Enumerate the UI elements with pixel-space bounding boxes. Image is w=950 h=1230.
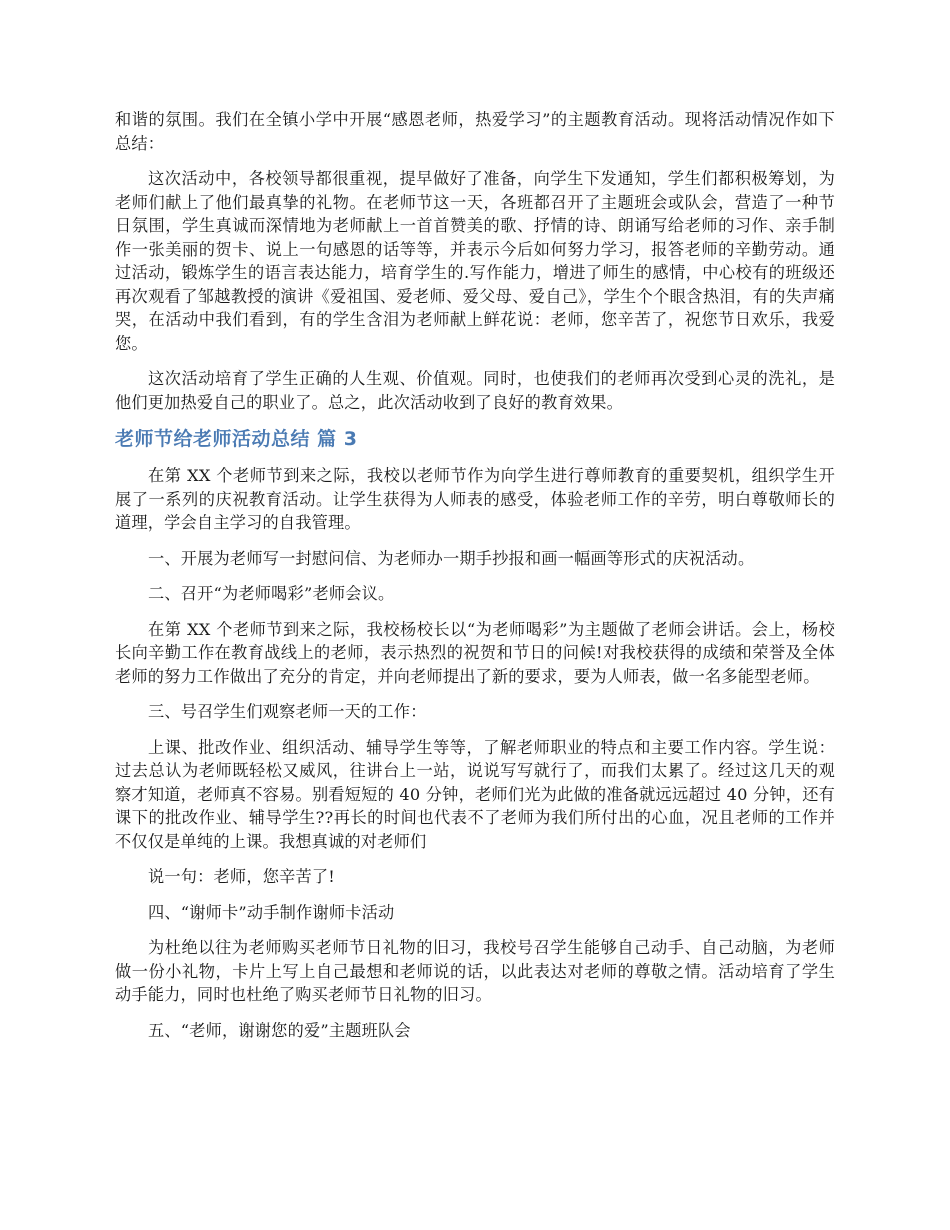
section-heading: 老师节给老师活动总结 篇 3	[115, 428, 358, 450]
paragraph-activity-summary: 这次活动中，各校领导都很重视，提早做好了准备，向学生下发通知，学生们都积极筹划，为老师们献上了他们最真挚的礼物。在老师节这一天，各班都召开了主题班会或队会，营造了一种节日氛围，学生真诚而深情地为老师献上一首首赞美的歌、抒情的诗、朗诵写给老师的习作、亲手制作一张美丽的贺卡、说上一句感恩的话等等，并表示今后如何努力学习，报答老师的辛勤劳动。通过活动，锻炼学生的语言表达能力，培育学生的.写作能力，增进了师生的感情，中心校有的班级还再次观看了邹越教授的演讲《爱祖国、爱老师、爱父母、爱自己》，学生个个眼含热泪，有的失声痛哭，在活动中我们看到，有的学生含泪为老师献上鲜花说：老师，您辛苦了，祝您节日欢乐，我爱您。	[115, 169, 835, 353]
list-item-four: 四、“谢师卡”动手制作谢师卡活动	[148, 902, 395, 922]
list-item-one: 一、开展为老师写一封慰问信、为老师办一期手抄报和画一幅画等形式的庆祝活动。	[148, 548, 755, 568]
list-item-two: 二、召开“为老师喝彩”老师会议。	[148, 584, 395, 603]
paragraph-principal-speech: 在第 XX 个老师节到来之际，我校杨校长以“为老师喝彩”为主题做了老师会讲话。会上，杨校长向辛勤工作在教育战线上的老师，表示热烈的祝贺和节日的问候!对我校获得的成绩和荣誉及全体老师的努力工作做出了充分的肯定，并向老师提出了新的要求，要为人师表，做一名多能型老师。	[115, 619, 835, 686]
paragraph-observation: 上课、批改作业、组织活动、辅导学生等等，了解老师职业的特点和主要工作内容。学生说：过去总认为老师既轻松又威风，往讲台上一站，说说写写就行了，而我们太累了。经过这几天的观察才知道，老师真不容易。别看短短的 40 分钟，老师们光为此做的准备就远远超过 40 分钟，还有课下的批改作业、辅导学生??再长的时间也代表不了老师为我们所付出的心血，况且老师的工作并不仅仅是单纯的上课。我想真诚的对老师们	[115, 737, 835, 851]
paragraph-gift-card: 为杜绝以往为老师购买老师节日礼物的旧习，我校号召学生能够自己动手、自己动脑，为老师做一份小礼物，卡片上写上自己最想和老师说的话，以此表达对老师的尊敬之情。活动培育了学生动手能力，同时也杜绝了购买老师节日礼物的旧习。	[115, 938, 835, 1004]
paragraph-thanks-line: 说一句：老师，您辛苦了!	[148, 867, 335, 886]
list-item-three: 三、号召学生们观察老师一天的工作：	[148, 702, 427, 721]
paragraph-activity-result: 这次活动培育了学生正确的人生观、价值观。同时，也使我们的老师再次受到心灵的洗礼，是他们更加热爱自己的职业了。总之，此次活动收到了良好的教育效果。	[115, 369, 835, 412]
paragraph-continuation: 和谐的氛围。我们在全镇小学中开展“感恩老师，热爱学习”的主题教育活动。现将活动情况作如下总结：	[115, 110, 835, 153]
paragraph-intro: 在第 XX 个老师节到来之际，我校以老师节作为向学生进行尊师教育的重要契机，组织学生开展了一系列的庆祝教育活动。让学生获得为人师表的感受，体验老师工作的辛劳，明白尊敬师长的道理，学会自主学习的自我管理。	[115, 466, 835, 532]
list-item-five: 五、“老师，谢谢您的爱”主题班队会	[148, 1020, 411, 1040]
